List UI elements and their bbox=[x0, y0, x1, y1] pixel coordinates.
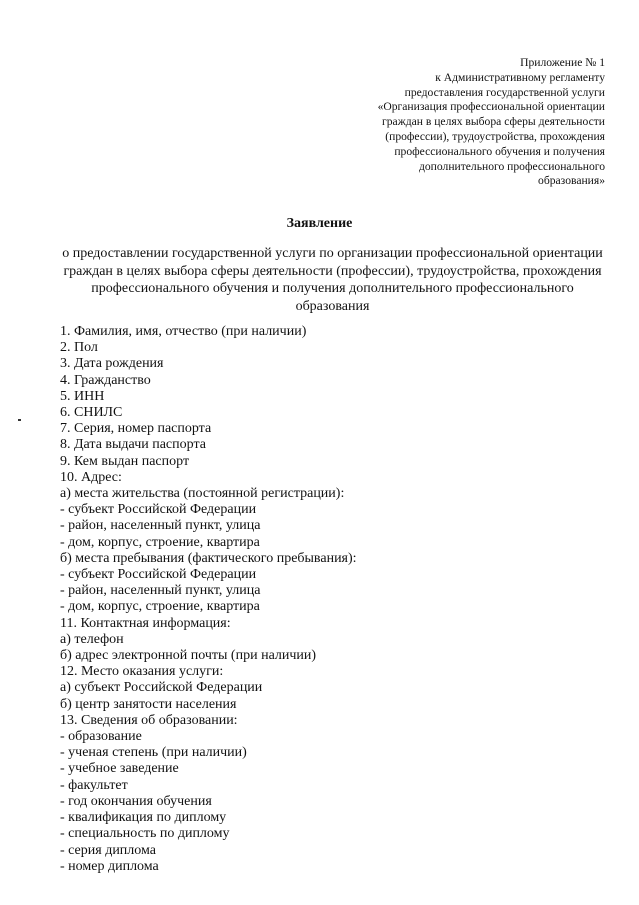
application-fields-list bbox=[60, 324, 620, 875]
field-education-info: 13. Сведения об образовании: bbox=[60, 712, 238, 728]
field-stay-locality: - район, населенный пункт, улица bbox=[60, 583, 261, 599]
appendix-line: (профессии), трудоустройства, прохождения bbox=[385, 129, 605, 143]
field-passport-issue-date: 8. Дата выдачи паспорта bbox=[60, 437, 206, 453]
field-contact-info: 11. Контактная информация: bbox=[60, 615, 231, 631]
field-citizenship: 4. Гражданство bbox=[60, 372, 151, 388]
document-subtitle bbox=[40, 245, 625, 315]
field-phone: а) телефон bbox=[60, 631, 124, 647]
field-faculty: - факультет bbox=[60, 777, 128, 793]
field-snils: 6. СНИЛС bbox=[60, 405, 123, 421]
field-institution: - учебное заведение bbox=[60, 761, 179, 777]
field-diploma-qualification: - квалификация по диплому bbox=[60, 810, 227, 826]
field-passport-issuer: 9. Кем выдан паспорт bbox=[60, 453, 190, 469]
field-birth-date: 3. Дата рождения bbox=[60, 356, 164, 372]
field-education: - образование bbox=[60, 729, 142, 745]
field-diploma-number: - номер диплома bbox=[60, 858, 159, 874]
document-title: Заявление bbox=[286, 216, 353, 231]
field-passport-number: 7. Серия, номер паспорта bbox=[60, 421, 212, 437]
field-residence-building: - дом, корпус, строение, квартира bbox=[60, 534, 260, 550]
field-residence-locality: - район, населенный пункт, улица bbox=[60, 518, 261, 534]
field-diploma-specialty: - специальность по диплому bbox=[60, 826, 230, 842]
subtitle-line: граждан в целях выбора сферы деятельности (профессии), трудоустройства, прохождения bbox=[63, 263, 602, 279]
appendix-line: предоставления государственной услуги bbox=[404, 85, 605, 99]
field-stay-building: - дом, корпус, строение, квартира bbox=[60, 599, 260, 615]
field-email: б) адрес электронной почты (при наличии) bbox=[60, 648, 317, 664]
subtitle-line: образования bbox=[295, 298, 370, 314]
field-residence-region: - субъект Российской Федерации bbox=[60, 502, 257, 518]
field-stay-address: б) места пребывания (фактического пребывания): bbox=[60, 550, 357, 566]
appendix-header bbox=[275, 56, 605, 189]
field-academic-degree: - ученая степень (при наличии) bbox=[60, 745, 247, 761]
subtitle-line: профессионального обучения и получения дополнительного профессионального bbox=[91, 281, 574, 296]
field-diploma-series: - серия диплома bbox=[60, 842, 156, 858]
field-stay-region: - субъект Российской Федерации bbox=[60, 567, 257, 583]
appendix-line: Приложение № 1 bbox=[520, 56, 605, 69]
appendix-line: дополнительного профессионального bbox=[418, 159, 605, 173]
field-sex: 2. Пол bbox=[60, 340, 98, 356]
appendix-line: образования» bbox=[538, 174, 605, 188]
appendix-line: граждан в целях выбора сферы деятельности bbox=[382, 115, 605, 129]
field-residence-address: а) места жительства (постоянной регистрации): bbox=[60, 486, 345, 502]
field-full-name: 1. Фамилия, имя, отчество (при наличии) bbox=[60, 324, 307, 339]
field-graduation-year: - год окончания обучения bbox=[60, 793, 212, 809]
field-inn: 5. ИНН bbox=[60, 388, 105, 404]
field-service-region: а) субъект Российской Федерации bbox=[60, 680, 263, 696]
appendix-line: «Организация профессиональной ориентации bbox=[377, 100, 605, 114]
subtitle-line: о предоставлении государственной услуги по организации профессиональной ориентации bbox=[62, 246, 603, 261]
appendix-line: к Административному регламенту bbox=[435, 70, 605, 84]
appendix-line: профессионального обучения и получения bbox=[394, 144, 605, 158]
field-employment-center: б) центр занятости населения bbox=[60, 696, 237, 712]
margin-mark bbox=[18, 419, 21, 421]
field-service-location: 12. Место оказания услуги: bbox=[60, 664, 224, 680]
field-address: 10. Адрес: bbox=[60, 469, 122, 485]
